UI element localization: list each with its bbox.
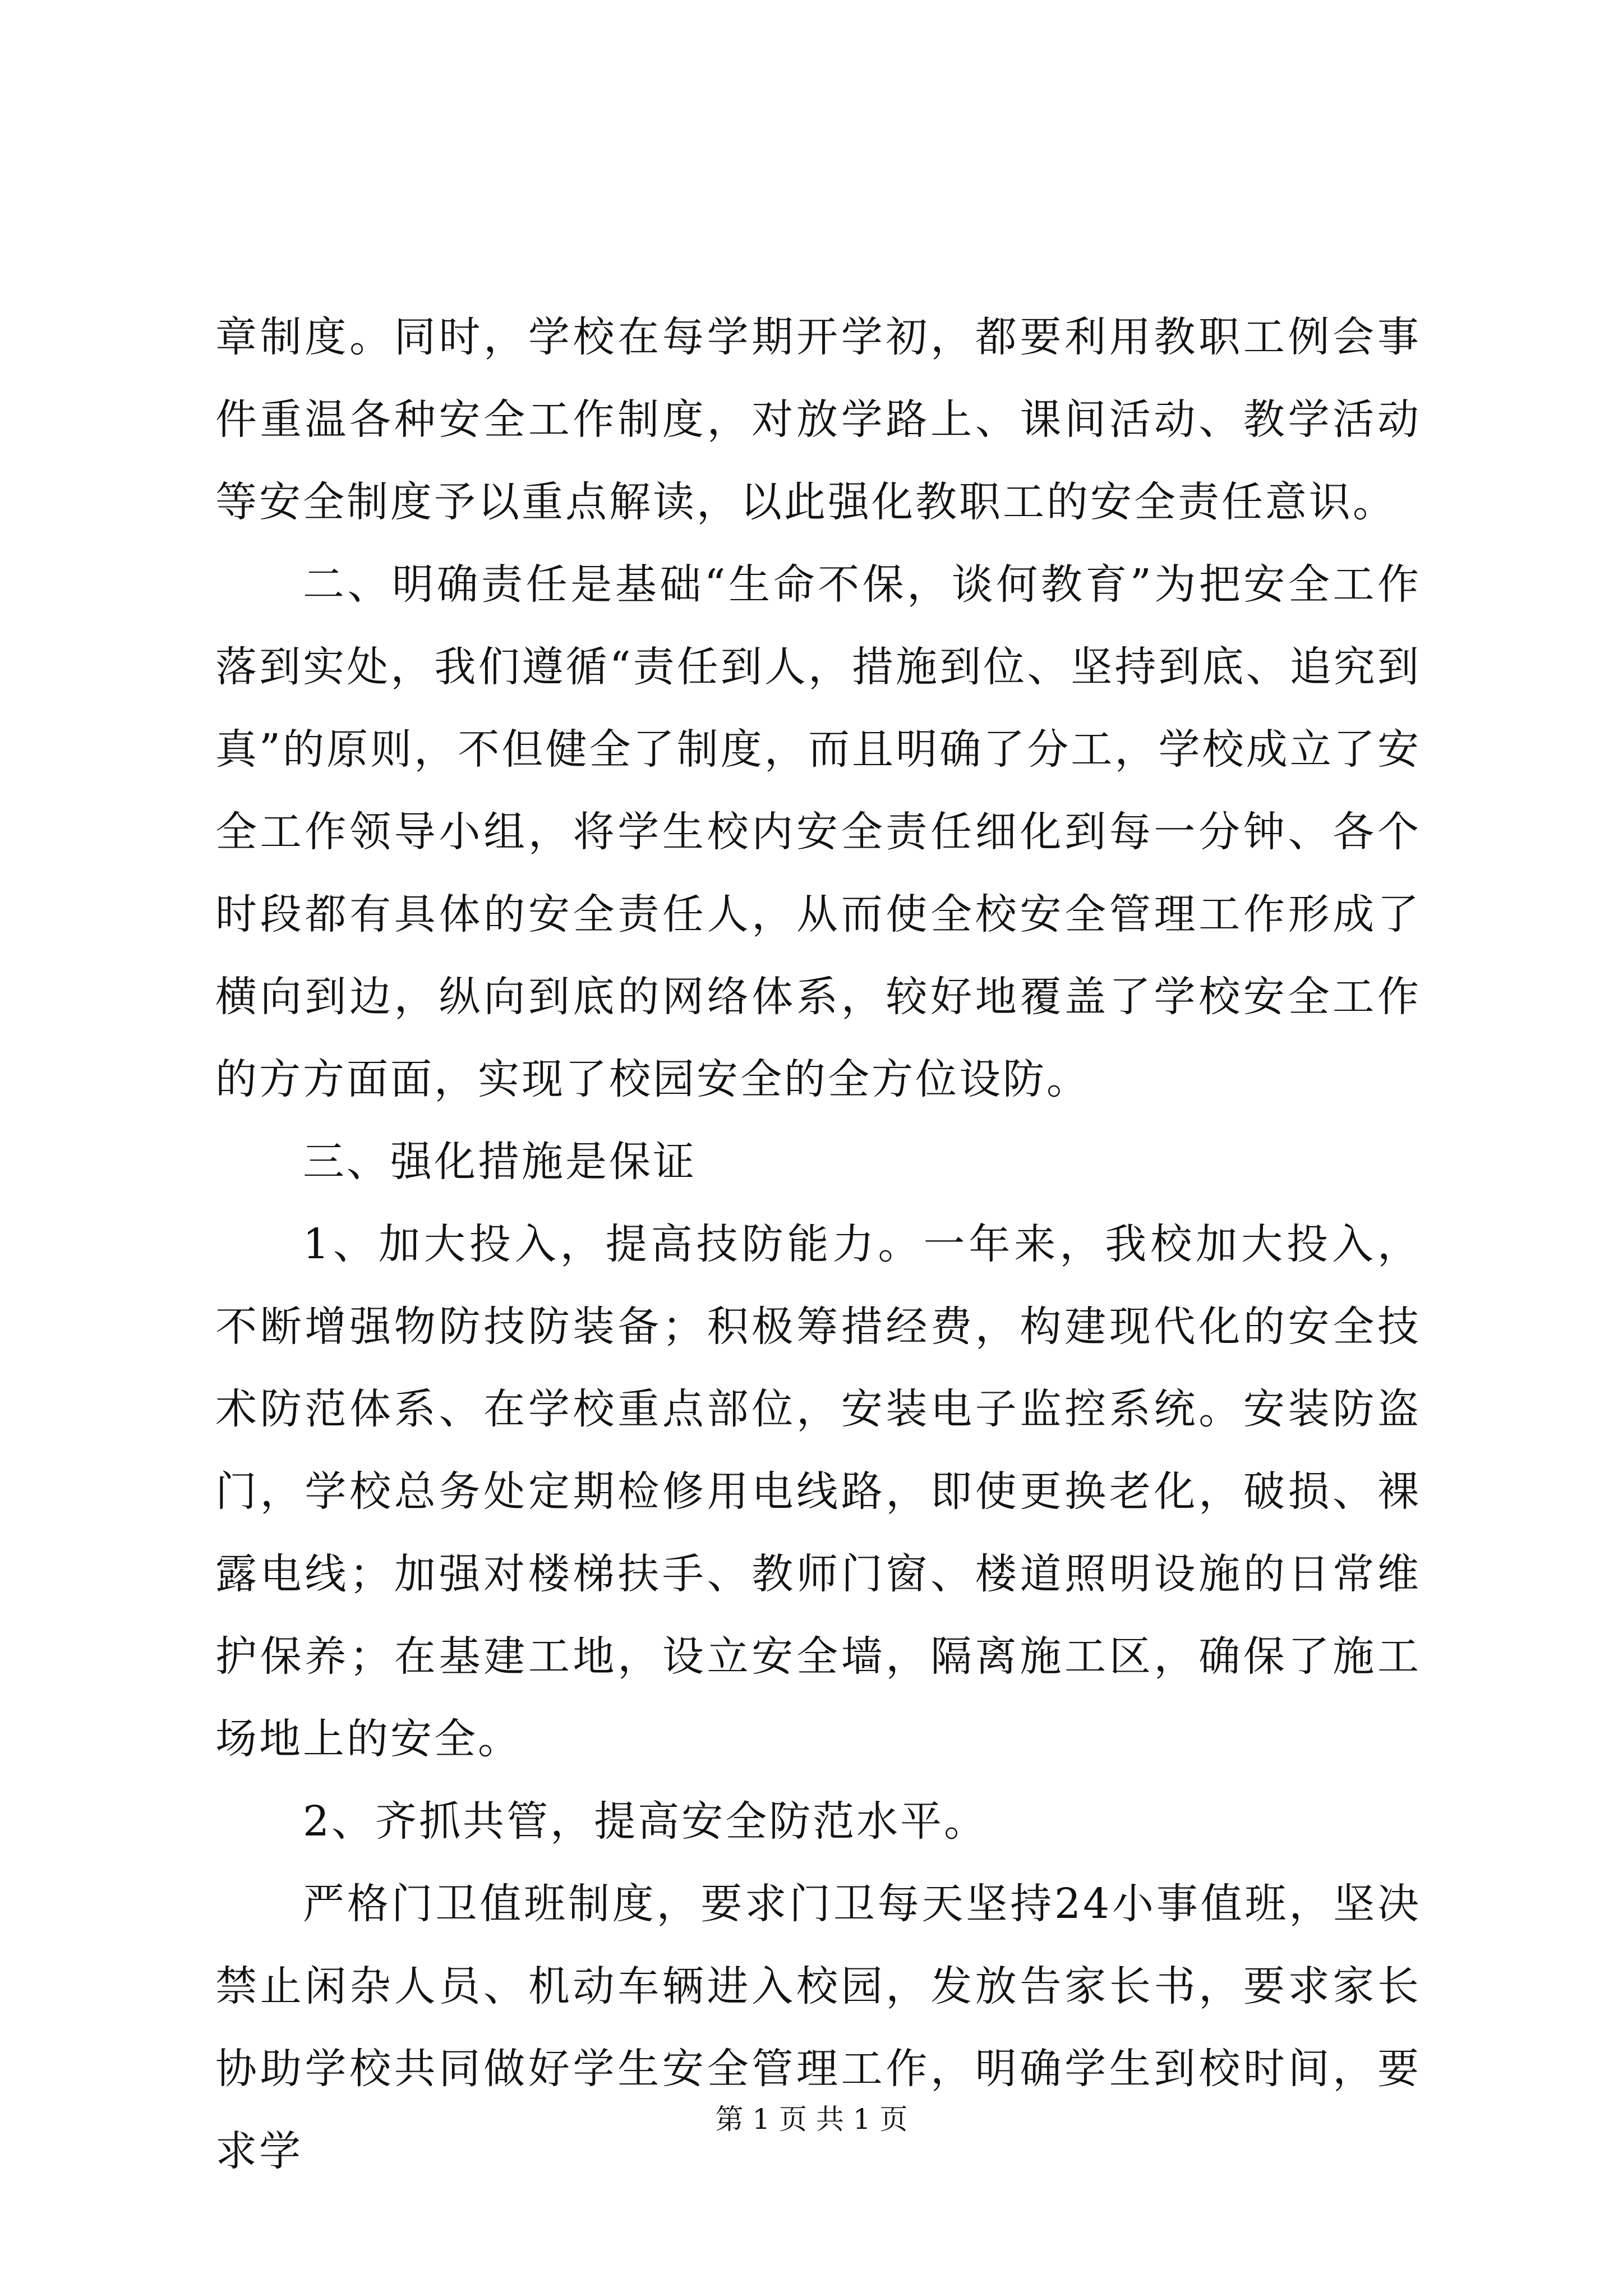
paragraph-1: 章制度。同时，学校在每学期开学初，都要利用教职工例会事件重温各种安全工作制度，对放学路上、课间活动、教学活动等安全制度予以重点解读，以此强化教职工的安全责任意识。	[215, 313, 1421, 526]
paragraph-5: 2、齐抓共管，提高安全防范水平。	[303, 1797, 988, 1846]
page-number-footer: 第 1 页 共 1 页	[715, 2103, 908, 2136]
paragraph-6: 严格门卫值班制度，要求门卫每天坚持24小事值班，坚决禁止闲杂人员、机动车辆进入校园，发放告家长书，要求家长协助学校共同做好学生安全管理工作，明确学生到校时间，要求学	[215, 1880, 1421, 2175]
document-body	[215, 296, 1421, 2193]
paragraph-2: 二、明确责任是基础“生命不保，谈何教育”为把安全工作落到实处，我们遵循“责任到人，措施到位、坚持到底、追究到真”的原则，不但健全了制度，而且明确了分工，学校成立了安全工作领导小组，将学生校内安全责任细化到每一分钟、各个时段都有具体的安全责任人，从而使全校安全管理工作形成了横向到边，纵向到底的网络体系，较好地覆盖了学校安全工作的方方面面，实现了校园安全的全方位设防。	[215, 560, 1421, 1103]
paragraph-4: 1、加大投入，提高技防能力。一年来，我校加大投入，不断增强物防技防装备；积极筹措经费，构建现代化的安全技术防范体系、在学校重点部位，安装电子监控系统。安装防盗门，学校总务处定期检修用电线路，即使更换老化，破损、裸露电线；加强对楼梯扶手、教师门窗、楼道照明设施的日常维护保养；在基建工地，设立安全墙，隔离施工区，确保了施工场地上的安全。	[215, 1220, 1421, 1763]
paragraph-3: 三、强化措施是保证	[303, 1138, 697, 1186]
